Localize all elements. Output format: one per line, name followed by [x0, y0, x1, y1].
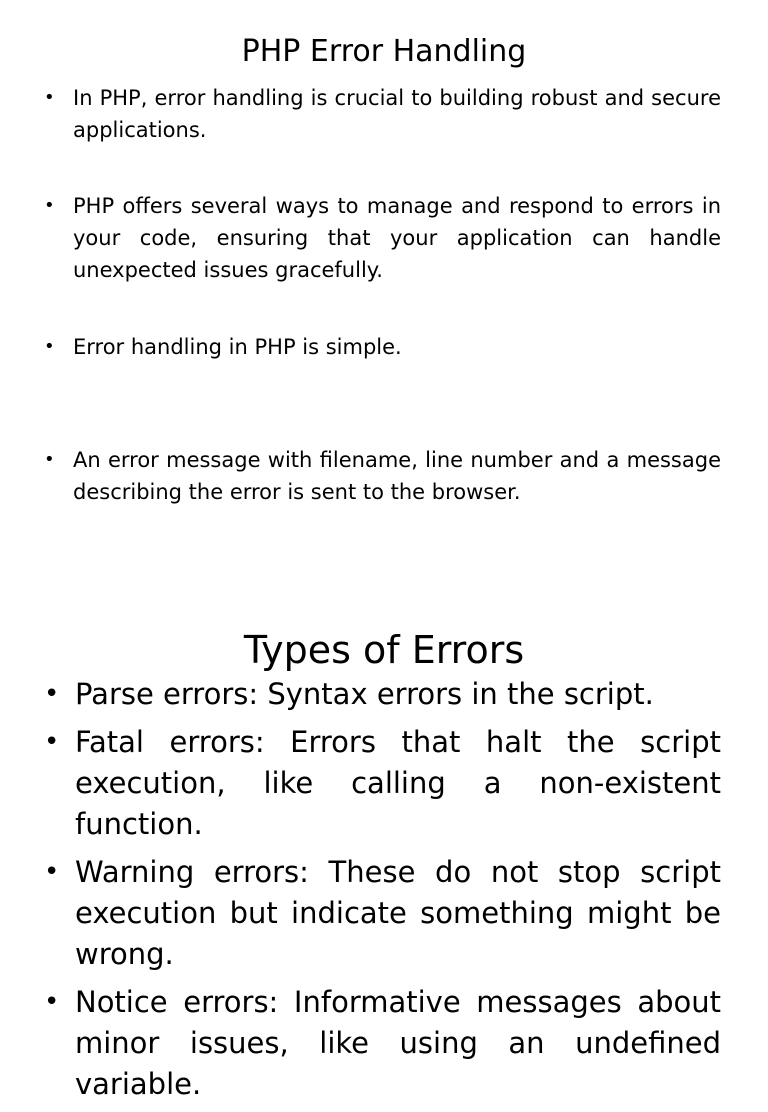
bullet-text: Notice errors: Informative messages about minor issues, like using an undefined variable. — [75, 985, 721, 1101]
bullet-item — [0, 674, 768, 715]
bullet-item — [0, 852, 768, 975]
bullet-item — [0, 331, 721, 363]
bullet-text: PHP offers several ways to manage and respond to errors in your code, ensuring that your application can handle unexpected issues gracefully. — [73, 194, 721, 282]
bullet-text: Fatal errors: Errors that halt the script execution, like calling a non-existent function. — [75, 725, 721, 841]
bullet-item — [0, 444, 721, 508]
bullet-item — [0, 722, 768, 845]
bullet-text: Error handling in PHP is simple. — [73, 335, 402, 359]
bullet-dot: • — [44, 857, 60, 887]
slide-title: PHP Error Handling — [241, 34, 527, 69]
slide-types-of-errors — [0, 560, 768, 1101]
bullet-dot: • — [44, 679, 60, 709]
slide-title: Types of Errors — [243, 628, 525, 672]
bullet-item — [0, 82, 721, 146]
bullet-text: Warning errors: These do not stop script execution but indicate something might be wrong. — [75, 855, 721, 971]
bullet-dot: • — [44, 87, 55, 108]
bullet-text: Parse errors: Syntax errors in the script. — [75, 677, 654, 711]
bullet-text: In PHP, error handling is crucial to building robust and secure applications. — [73, 86, 721, 142]
bullet-item — [0, 982, 768, 1105]
bullet-dot: • — [44, 336, 55, 357]
bullet-dot: • — [44, 987, 60, 1017]
bullet-dot: • — [44, 195, 55, 216]
bullet-item — [0, 190, 721, 286]
bullet-list — [0, 674, 768, 1112]
bullet-text: An error message with filename, line number and a message describing the error is sent to the browser. — [73, 448, 721, 504]
bullet-dot: • — [44, 727, 60, 757]
bullet-dot: • — [44, 449, 55, 470]
